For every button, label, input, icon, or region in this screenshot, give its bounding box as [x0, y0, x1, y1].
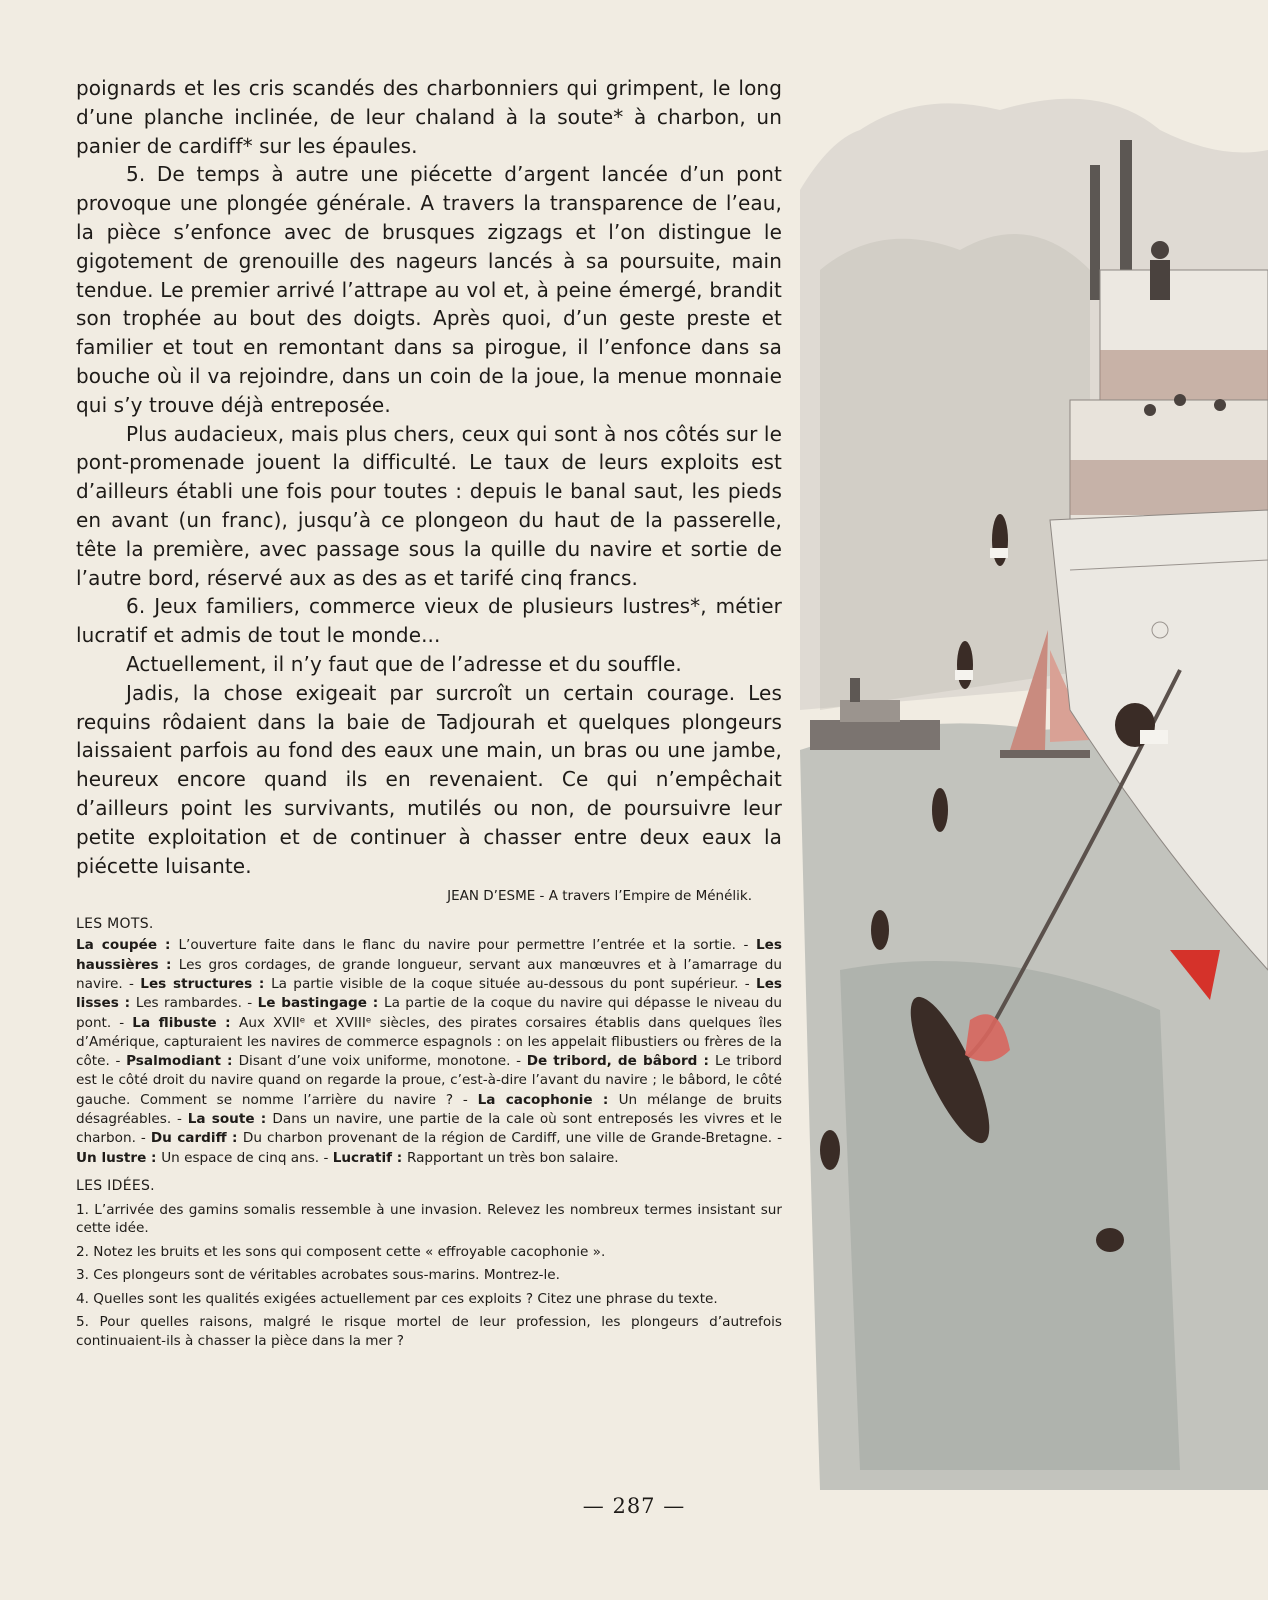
paragraph-1: poignards et les cris scandés des charbonniers qui grimpent, le long d’une planche inclinée, de leur chaland à la soute* à charbon, un panier de cardiff* sur les épaules.: [76, 76, 782, 158]
glossary-term: La flibuste :: [132, 1014, 240, 1031]
question-item: 4. Quelles sont les qualités exigées actuellement par ces exploits ? Citez une phrase du texte.: [76, 1290, 718, 1307]
question-item: 3. Ces plongeurs sont de véritables acrobates sous-marins. Montrez-le.: [76, 1267, 560, 1284]
glossary-definition: Du charbon provenant de la région de Cardiff, une ville de Grande-Bretagne. -: [242, 1130, 782, 1147]
glossary-term: Le bastingage :: [257, 995, 385, 1012]
mots-glossary: [76, 936, 782, 1168]
glossary-definition: L’ouverture faite dans le flanc du navire pour permettre l’entrée et la sortie. -: [178, 937, 757, 954]
glossary-term: La coupée :: [76, 937, 179, 954]
glossary-term: Psalmodiant :: [126, 1053, 239, 1070]
paragraph-5: Actuellement, il n’y faut que de l’adresse et du souffle.: [126, 651, 682, 676]
text-column: [76, 74, 782, 1350]
glossary-definition: Aux XVIIᵉ et XVIIIᵉ siècles, des pirates corsaires établis dans quelques îles d’Amérique, capturaient les navires de commerce espagnols : on les appelait flibustiers ou frères de la côte. -: [76, 1014, 783, 1070]
glossary-definition: Un mélange de bruits désagréables. -: [76, 1091, 782, 1127]
mots-heading: LES MOTS.: [76, 916, 154, 933]
glossary-definition: Un espace de cinq ans. -: [161, 1149, 333, 1166]
glossary-term: Les structures :: [140, 975, 272, 992]
question-item: 5. Pour quelles raisons, malgré le risque mortel de leur profession, les plongeurs d’autrefois continuaient-ils à chasser la pièce dans la mer ?: [76, 1314, 782, 1349]
paragraph-6: Jadis, la chose exigeait par surcroît un certain courage. Les requins rôdaient dans la baie de Tadjourah et quelques plongeurs laissaient parfois au fond des eaux une main, un bras ou une jambe, heureux encore quand ils en revenaient. Ce qui n’empêchait d’ailleurs point les survivants, mutilés ou non, de poursuivre leur petite exploitation et de continuer à chasser entre deux eaux la piécette luisante.: [76, 680, 782, 878]
idees-heading: LES IDÉES.: [76, 1177, 155, 1194]
glossary-definition: La partie de la coque du navire qui dépasse le niveau du pont. -: [76, 995, 783, 1031]
glossary-term: De tribord, de bâbord :: [526, 1053, 715, 1070]
glossary-definition: Le tribord est le côté droit du navire quand on regarde la proue, c’est-à-dire l’avant du navire ; le bâbord, le côté gauche. Comment se nomme l’arrière du navire ? -: [76, 1053, 782, 1108]
paragraph-4: 6. Jeux familiers, commerce vieux de plusieurs lustres*, métier lucratif et admis de tout le monde...: [76, 594, 782, 648]
glossary-term: Lucratif :: [332, 1149, 407, 1166]
question-item: 2. Notez les bruits et les sons qui composent cette « effroyable cacophonie ».: [76, 1243, 606, 1260]
glossary-term: Les lisses :: [76, 975, 783, 1012]
paragraph-3: Plus audacieux, mais plus chers, ceux qui sont à nos côtés sur le pont-promenade jouent la difficulté. Le taux de leurs exploits est d’ailleurs établi une fois pour toutes : depuis le banal saut, les pieds en avant (un franc), jusqu’à ce plongeon du haut de la passerelle, tête la première, avec passage sous la quille du navire et sortie de l’autre bord, réservé aux as des as et tarifé cinq francs.: [76, 421, 782, 590]
glossary-term: La soute :: [187, 1110, 273, 1127]
idees-list: [76, 1201, 782, 1351]
question-item: 1. L’arrivée des gamins somalis ressemble à une invasion. Relevez les nombreux termes insistant sur cette idée.: [76, 1201, 782, 1237]
glossary-definition: Disant d’une voix uniforme, monotone. -: [238, 1053, 527, 1070]
glossary-definition: Les rambardes. -: [135, 995, 258, 1012]
glossary-definition: Rapportant un très bon salaire.: [406, 1149, 619, 1166]
glossary-term: Les haussières :: [76, 937, 782, 973]
glossary-term: Un lustre :: [76, 1149, 162, 1166]
glossary-term: Du cardiff :: [150, 1130, 243, 1147]
paragraph-2: 5. De temps à autre une piécette d’argent lancée d’un pont provoque une plongée générale. A travers la transparence de l’eau, la pièce s’enfonce avec de brusques zigzags et l’on distingue le gigotement de grenouille des nageurs lancés à sa poursuite, main tendue. Le premier arrivé l’attrape au vol et, à peine émergé, brandit son trophée au bout des doigts. Après quoi, d’un geste preste et familier et tout en remontant dans sa pirogue, il l’enfonce dans sa bouche où il va rejoindre, dans un coin de la joue, la menue monnaie qui s’y trouve déjà entreposée.: [76, 162, 782, 417]
attribution: JEAN D’ESME - A travers l’Empire de Ménélik.: [447, 888, 752, 905]
glossary-definition: Dans un navire, une partie de la cale où sont entreposés les vivres et le charbon. -: [76, 1110, 782, 1147]
glossary-term: La cacophonie :: [477, 1091, 619, 1108]
glossary-definition: Les gros cordages, de grande longueur, servant aux manœuvres et à l’amarrage du navire. -: [76, 956, 782, 992]
divers-illustration: [800, 70, 1268, 1490]
page-number: — 287 —: [582, 1494, 686, 1518]
glossary-definition: La partie visible de la coque située au-dessous du pont supérieur. -: [271, 975, 757, 992]
